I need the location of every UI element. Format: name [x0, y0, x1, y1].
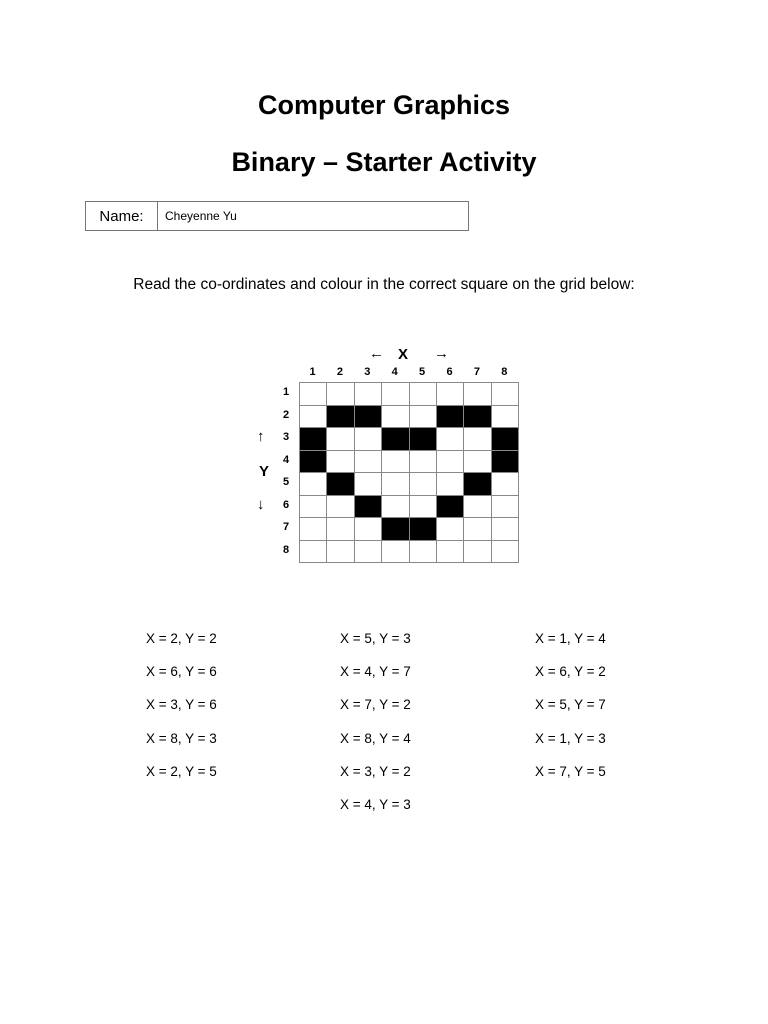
- grid-cell-x5-y1[interactable]: [410, 383, 437, 406]
- x-axis-number: 7: [473, 366, 480, 378]
- grid-cell-x1-y3[interactable]: [300, 428, 327, 451]
- grid-cell-x5-y2[interactable]: [410, 406, 437, 429]
- grid-cell-x3-y5[interactable]: [355, 473, 382, 496]
- coordinate-item: X = 8, Y = 3: [146, 730, 217, 746]
- coordinate-item: X = 6, Y = 6: [146, 664, 217, 680]
- grid-cell-x8-y2[interactable]: [492, 406, 519, 429]
- x-axis-number: 6: [446, 366, 453, 378]
- grid-cell-x7-y1[interactable]: [464, 383, 491, 406]
- y-axis-number: 3: [282, 431, 290, 443]
- grid-cell-x5-y3[interactable]: [410, 428, 437, 451]
- grid-cell-x5-y6[interactable]: [410, 496, 437, 519]
- grid-cell-x5-y5[interactable]: [410, 473, 437, 496]
- grid-cell-x1-y1[interactable]: [300, 383, 327, 406]
- coordinate-item: X = 5, Y = 7: [535, 697, 606, 713]
- y-axis-number: 5: [282, 476, 290, 488]
- coordinate-item: X = 5, Y = 3: [340, 631, 411, 646]
- grid-cell-x6-y4[interactable]: [437, 451, 464, 474]
- coordinate-item: X = 2, Y = 2: [146, 631, 217, 646]
- y-axis-number: 7: [282, 521, 290, 533]
- pixel-grid: [299, 382, 519, 563]
- y-axis-number: 2: [282, 408, 290, 421]
- grid-cell-x3-y2[interactable]: [355, 406, 382, 429]
- grid-cell-x4-y2[interactable]: [382, 406, 409, 429]
- grid-cell-x8-y6[interactable]: [492, 496, 519, 519]
- grid-cell-x4-y6[interactable]: [382, 496, 409, 519]
- grid-cell-x4-y3[interactable]: [382, 428, 409, 451]
- coordinate-item: X = 1, Y = 3: [535, 730, 606, 746]
- coordinate-item: X = 2, Y = 5: [146, 763, 217, 779]
- coordinate-item: X = 7, Y = 5: [535, 763, 606, 779]
- grid-cell-x8-y4[interactable]: [492, 451, 519, 474]
- grid-cell-x7-y3[interactable]: [464, 428, 491, 451]
- grid-cell-x4-y5[interactable]: [382, 473, 409, 496]
- grid-cell-x4-y7[interactable]: [382, 518, 409, 541]
- grid-cell-x6-y3[interactable]: [437, 428, 464, 451]
- coordinate-item: X = 4, Y = 3: [340, 797, 411, 812]
- grid-cell-x2-y1[interactable]: [327, 383, 354, 406]
- grid-cell-x7-y7[interactable]: [464, 518, 491, 541]
- grid-cell-x7-y2[interactable]: [464, 406, 491, 429]
- coordinate-item: X = 8, Y = 4: [340, 730, 411, 746]
- name-field: [85, 201, 469, 231]
- page-subtitle: Binary – Starter Activity: [231, 147, 537, 177]
- grid-cell-x6-y6[interactable]: [437, 496, 464, 519]
- coordinate-item: X = 3, Y = 6: [146, 697, 217, 713]
- grid-cell-x6-y7[interactable]: [437, 518, 464, 541]
- grid-cell-x8-y7[interactable]: [492, 518, 519, 541]
- coordinate-item: X = 1, Y = 4: [535, 631, 606, 646]
- y-axis-number: 4: [282, 453, 290, 466]
- name-label: Name:: [86, 202, 158, 230]
- grid-cell-x6-y5[interactable]: [437, 473, 464, 496]
- grid-cell-x2-y7[interactable]: [327, 518, 354, 541]
- x-axis-number: 3: [364, 366, 371, 378]
- coordinate-item: X = 7, Y = 2: [340, 697, 411, 713]
- grid-cell-x2-y5[interactable]: [327, 473, 354, 496]
- x-axis-number: 8: [501, 366, 508, 378]
- coordinate-item: X = 3, Y = 2: [340, 763, 411, 779]
- coordinate-item: X = 6, Y = 2: [535, 664, 606, 680]
- y-axis-label: Y: [259, 463, 270, 480]
- grid-cell-x3-y8[interactable]: [355, 541, 382, 564]
- grid-cell-x3-y3[interactable]: [355, 428, 382, 451]
- grid-cell-x3-y6[interactable]: [355, 496, 382, 519]
- x-axis-number: 4: [391, 366, 398, 378]
- grid-cell-x7-y4[interactable]: [464, 451, 491, 474]
- grid-cell-x4-y1[interactable]: [382, 383, 409, 406]
- grid-cell-x5-y4[interactable]: [410, 451, 437, 474]
- grid-cell-x6-y8[interactable]: [437, 541, 464, 564]
- y-axis-number: 1: [282, 386, 290, 398]
- grid-cell-x1-y7[interactable]: [300, 518, 327, 541]
- grid-cell-x6-y2[interactable]: [437, 406, 464, 429]
- grid-cell-x3-y4[interactable]: [355, 451, 382, 474]
- grid-cell-x4-y4[interactable]: [382, 451, 409, 474]
- y-axis-number: 8: [282, 543, 290, 556]
- grid-cell-x1-y4[interactable]: [300, 451, 327, 474]
- grid-cell-x1-y2[interactable]: [300, 406, 327, 429]
- page-title: Computer Graphics: [257, 90, 511, 120]
- grid-cell-x4-y8[interactable]: [382, 541, 409, 564]
- x-axis-number: 1: [309, 366, 316, 378]
- grid-cell-x1-y8[interactable]: [300, 541, 327, 564]
- grid-cell-x3-y1[interactable]: [355, 383, 382, 406]
- grid-cell-x8-y3[interactable]: [492, 428, 519, 451]
- grid-cell-x2-y8[interactable]: [327, 541, 354, 564]
- x-arrow-left-icon: ←: [369, 345, 384, 362]
- x-axis-number: 2: [336, 366, 343, 378]
- grid-cell-x3-y7[interactable]: [355, 518, 382, 541]
- name-value[interactable]: Cheyenne Yu: [165, 209, 237, 223]
- grid-cell-x2-y6[interactable]: [327, 496, 354, 519]
- y-arrow-down-icon: ↓: [257, 496, 265, 513]
- grid-cell-x2-y2[interactable]: [327, 406, 354, 429]
- grid-cell-x8-y5[interactable]: [492, 473, 519, 496]
- x-axis-number: 5: [419, 366, 426, 378]
- grid-cell-x2-y3[interactable]: [327, 428, 354, 451]
- grid-cell-x7-y6[interactable]: [464, 496, 491, 519]
- grid-cell-x5-y8[interactable]: [410, 541, 437, 564]
- y-axis-number: 6: [282, 498, 290, 511]
- x-axis-label: X: [398, 346, 409, 363]
- grid-cell-x1-y6[interactable]: [300, 496, 327, 519]
- instruction-text: Read the co-ordinates and colour in the correct square on the grid below:: [133, 276, 635, 293]
- grid-cell-x8-y8[interactable]: [492, 541, 519, 564]
- coordinate-item: X = 4, Y = 7: [340, 664, 411, 680]
- grid-cell-x8-y1[interactable]: [492, 383, 519, 406]
- grid-cell-x2-y4[interactable]: [327, 451, 354, 474]
- x-arrow-right-icon: →: [434, 345, 449, 362]
- grid-cell-x7-y8[interactable]: [464, 541, 491, 564]
- grid-cell-x6-y1[interactable]: [437, 383, 464, 406]
- grid-cell-x5-y7[interactable]: [410, 518, 437, 541]
- grid-cell-x7-y5[interactable]: [464, 473, 491, 496]
- grid-cell-x1-y5[interactable]: [300, 473, 327, 496]
- y-arrow-up-icon: ↑: [257, 428, 265, 445]
